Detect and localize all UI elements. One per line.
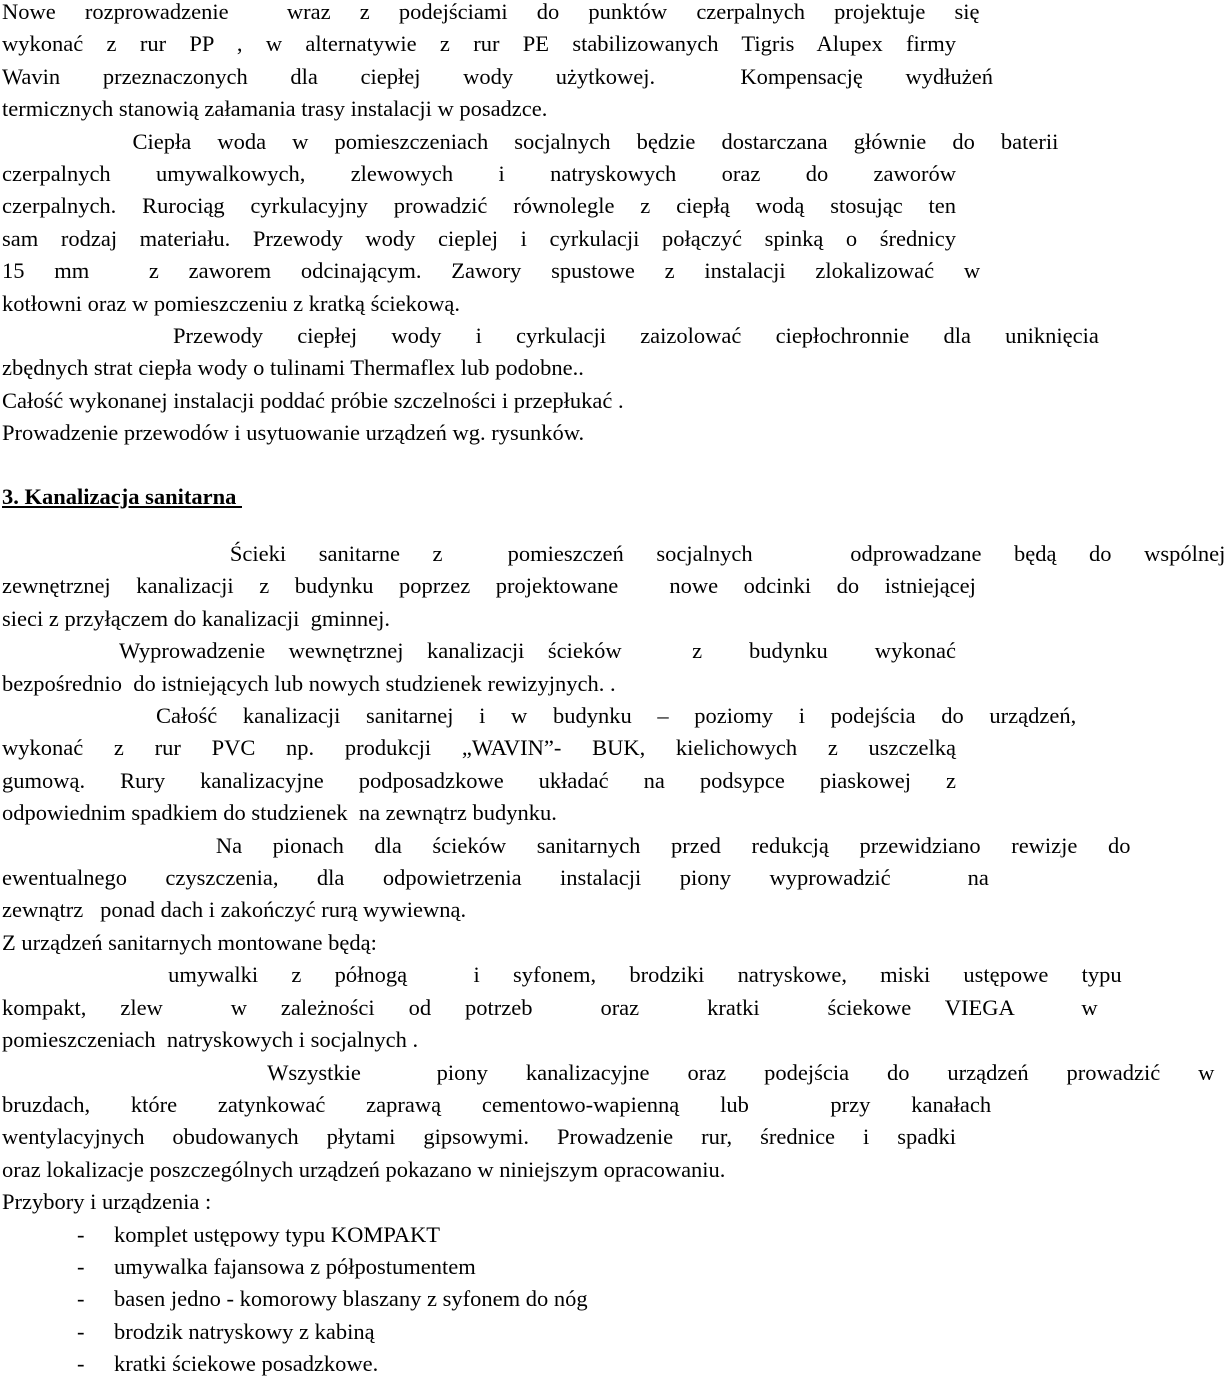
list-item-text: umywalka fajansowa z półpostumentem (114, 1253, 476, 1279)
text-line: zewnętrznej kanalizacji z budynku poprzez projektowane nowe odcinki do istniejącej (2, 573, 976, 599)
text-line: czerpalnych. Rurociąg cyrkulacyjny prowadzić równolegle z ciepłą wodą stosując ten (2, 193, 956, 219)
section-heading: 3. Kanalizacja sanitarna (2, 484, 242, 509)
text-line: Prowadzenie przewodów i usytuowanie urządzeń wg. rysunków. (2, 420, 585, 446)
text-line: odpowiednim spadkiem do studzienek na zewnątrz budynku. (2, 800, 557, 826)
hot-water-paragraph (2, 0, 1099, 450)
text-line: Wyprowadzenie wewnętrznej kanalizacji ścieków z budynku wykonać (2, 638, 956, 664)
fixtures-list (2, 1219, 956, 1381)
text-line: Ścieki sanitarne z pomieszczeń socjalnych odprowadzane będą do wspólnej (2, 541, 1225, 566)
text-line: ewentualnego czyszczenia, dla odpowietrzenia instalacji piony wyprowadzić na (2, 865, 989, 891)
text-line: Całość wykonanej instalacji poddać próbie szczelności i przepłukać . (2, 387, 624, 413)
list-dash: - (77, 1286, 85, 1312)
text-line: sam rodzaj materiału. Przewody wody cieplej i cyrkulacji połączyć spinką o średnicy (2, 225, 956, 251)
text-line: bezpośrednio do istniejących lub nowych studzienek rewizyjnych. . (2, 670, 616, 696)
section-heading-wrapper (2, 481, 956, 513)
text-line: Nowe rozprowadzenie wraz z podejściami do punktów czerpalnych projektuje się (2, 0, 980, 24)
sewage-paragraph (2, 538, 1225, 1219)
text-line: Przybory i urządzenia : (2, 1189, 212, 1215)
text-line: kompakt, zlew w zależności od potrzeb oraz kratki ściekowe VIEGA w (2, 994, 1098, 1020)
text-line: gumową. Rury kanalizacyjne podposadzkowe układać na podsypce piaskowej z (2, 767, 956, 793)
text-line: termicznych stanowią załamania trasy instalacji w posadzce. (2, 96, 548, 122)
sewage-section (2, 538, 1225, 1381)
text-line: umywalki z półnogą i syfonem, brodziki natryskowe, miski ustępowe typu (2, 962, 1122, 988)
list-item (2, 1283, 956, 1315)
text-line: czerpalnych umywalkowych, zlewowych i natryskowych oraz do zaworów (2, 161, 956, 187)
text-line: kotłowni oraz w pomieszczeniu z kratką ściekową. (2, 290, 460, 316)
list-dash: - (77, 1318, 85, 1344)
list-item (2, 1348, 956, 1380)
text-line: Na pionach dla ścieków sanitarnych przed redukcją przewidziano rewizje do (2, 832, 1131, 858)
text-line: Przewody ciepłej wody i cyrkulacji zaizolować ciepłochronnie dla uniknięcia (2, 323, 1099, 349)
text-line: wykonać z rur PVC np. produkcji „WAVIN”- BUK, kielichowych z uszczelką (2, 735, 956, 761)
text-line: pomieszczeniach natryskowych i socjalnych . (2, 1027, 419, 1053)
list-item (2, 1219, 956, 1251)
text-line: zbędnych strat ciepła wody o tulinami Thermaflex lub podobne.. (2, 355, 584, 381)
list-item-text: brodzik natryskowy z kabiną (114, 1318, 375, 1344)
list-item-text: komplet ustępowy typu KOMPAKT (114, 1221, 441, 1247)
text-line: sieci z przyłączem do kanalizacji gminnej. (2, 605, 390, 631)
list-dash: - (77, 1221, 85, 1247)
text-line: oraz lokalizacje poszczególnych urządzeń pokazano w niniejszym opracowaniu. (2, 1156, 726, 1182)
text-line: Z urządzeń sanitarnych montowane będą: (2, 929, 377, 955)
text-line: wentylacyjnych obudowanych płytami gipsowymi. Prowadzenie rur, średnice i spadki (2, 1124, 956, 1150)
text-line: bruzdach, które zatynkować zaprawą cementowo-wapienną lub przy kanałach (2, 1091, 992, 1117)
list-dash: - (77, 1351, 85, 1377)
text-line: 15 mm z zaworem odcinającym. Zawory spustowe z instalacji zlokalizować w (2, 258, 981, 284)
list-item-text: kratki ściekowe posadzkowe. (114, 1351, 379, 1377)
text-line: Wavin przeznaczonych dla ciepłej wody użytkowej. Kompensację wydłużeń (2, 63, 994, 89)
text-line: Ciepła woda w pomieszczeniach socjalnych będzie dostarczana głównie do baterii (2, 128, 1059, 154)
hot-water-section (2, 0, 1099, 450)
text-line: wykonać z rur PP , w alternatywie z rur PE stabilizowanych Tigris Alupex firmy (2, 31, 956, 57)
list-item (2, 1251, 956, 1283)
list-dash: - (77, 1253, 85, 1279)
text-line: zewnątrz ponad dach i zakończyć rurą wywiewną. (2, 897, 467, 923)
text-line: Całość kanalizacji sanitarnej i w budynku – poziomy i podejścia do urządzeń, (2, 703, 1077, 729)
list-item (2, 1316, 956, 1348)
list-item-text: basen jedno - komorowy blaszany z syfonem do nóg (114, 1286, 588, 1312)
text-line: Wszystkie piony kanalizacyjne oraz podejścia do urządzeń prowadzić w (2, 1059, 1215, 1085)
